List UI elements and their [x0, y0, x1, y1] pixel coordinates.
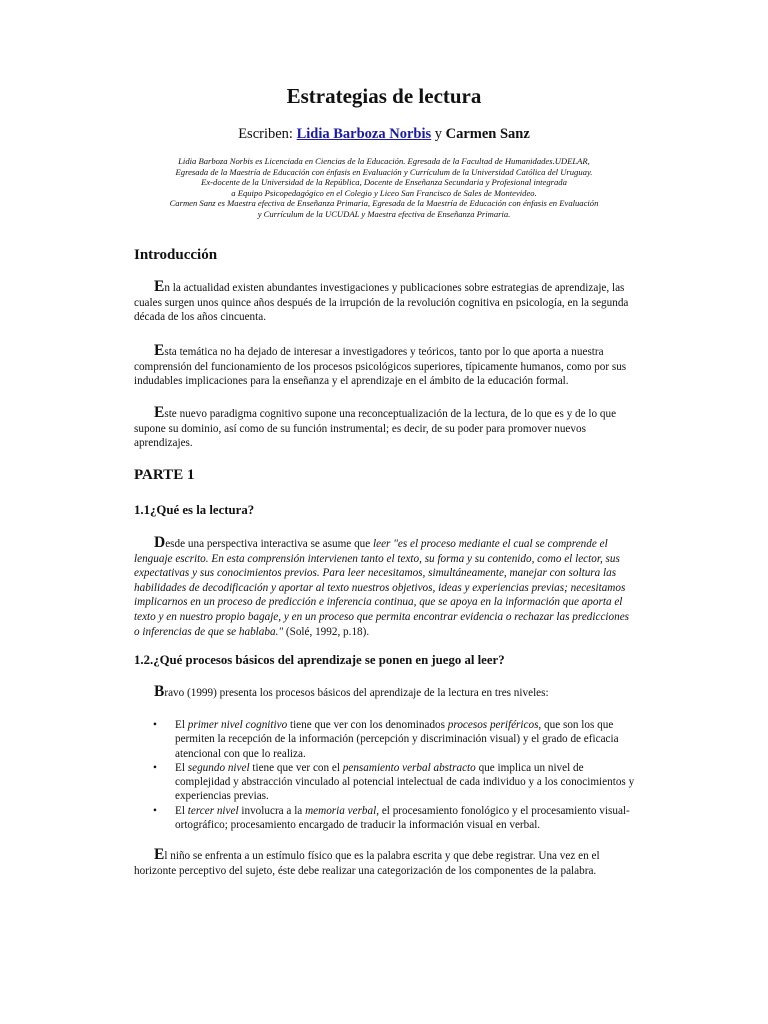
list-item — [150, 804, 638, 833]
section-1-1-paragraph — [134, 534, 634, 639]
author-link-lidia-barboza[interactable]: Lidia Barboza Norbis — [296, 126, 432, 142]
paragraph-text: n la actualidad existen abundantes investigaciones y publicaciones sobre estrategias de aprendizaje, las cuales surgen unos quince años después de la irrupción de la revolución cognitiva en psicología, en la segunda década de los años cincuenta. — [134, 282, 629, 324]
drop-cap: E — [154, 846, 165, 863]
bio-line: Lidia Barboza Norbis es Licenciada en Ciencias de la Educación. Egresada de la Facultad de Humanidades.UDELAR, — [178, 156, 590, 166]
citation: (Solé, 1992, p.18). — [283, 625, 370, 638]
closing-paragraph — [134, 846, 634, 878]
intro-paragraph-1 — [134, 278, 634, 325]
bio-line: Egresada de la Maestría de Educación con énfasis en Evaluación y Currículum de la Universidad Católica del Uruguay. — [175, 166, 593, 177]
paragraph-text: sta temática no ha dejado de interesar a investigadores y teóricos, tanto por lo que aporta a nuestra comprensión del funcionamiento de los procesos psicológicos superiores, típicamente humanos, como por sus indudables implicaciones para la enseñanza y el aprendizaje en el ámbito de la educación formal. — [134, 346, 627, 388]
text: , el procesamiento fonológico y el procesamiento visual-ortográfico; procesamiento encargado de traducir la información visual en verbal. — [175, 804, 630, 832]
italic-term: segundo nivel — [187, 761, 250, 774]
text: tiene que ver con el — [249, 761, 343, 774]
part-heading: PARTE 1 — [134, 467, 195, 483]
section-1-2-heading: 1.2.¿Qué procesos básicos del aprendizaje se ponen en juego al leer? — [134, 653, 505, 667]
bio-line: Carmen Sanz es Maestra efectiva de Enseñanza Primaria, Egresada de la Maestría de Educación con énfasis en Evaluación — [169, 198, 599, 208]
paragraph-text: l niño se enfrenta a un estímulo físico que es la palabra escrita y que debe registrar. Una vez en el horizonte perceptivo del sujeto, éste debe realizar una categorización de los componentes de la palabra. — [134, 850, 600, 877]
intro-heading: Introducción — [134, 247, 218, 263]
text: El — [175, 804, 188, 817]
section-1-1-heading: 1.1¿Qué es la lectura? — [134, 503, 255, 517]
bullet-icon: • — [153, 804, 157, 817]
author-name-carmen-sanz: Carmen Sanz — [445, 126, 530, 142]
bio-line: y Currículum de la UCUDAL y Maestra efectiva de Enseñanza Primaria. — [257, 208, 511, 219]
paragraph-text: ravo (1999) presenta los procesos básicos del aprendizaje de la lectura en tres niveles: — [164, 687, 549, 699]
text: tiene que ver con los denominados — [287, 719, 448, 731]
byline-connector: y — [434, 126, 442, 142]
intro-paragraph-2 — [134, 342, 634, 389]
italic-term: primer nivel cognitivo — [187, 719, 288, 731]
bullet-icon: • — [153, 761, 157, 774]
list-item — [150, 761, 638, 804]
italic-term: procesos periféricos — [447, 719, 539, 731]
bio-line: Ex-docente de la Universidad de la República, Docente de Enseñanza Secundaria y Profesional integrada — [201, 177, 567, 187]
byline — [0, 126, 768, 143]
levels-list — [150, 718, 638, 832]
italic-term: tercer nivel — [187, 804, 239, 817]
list-item — [150, 718, 638, 761]
paragraph-lead: esde una perspectiva interactiva se asume que — [165, 538, 374, 550]
italic-term: memoria verbal — [305, 804, 377, 817]
drop-cap: B — [154, 683, 165, 700]
drop-cap: D — [154, 534, 166, 551]
bio-line: a Equipo Psicopedagógico en el Colegio y Liceo San Francisco de Sales de Montevideo. — [231, 187, 537, 198]
drop-cap: E — [154, 342, 165, 359]
italic-term: pensamiento verbal abstracto — [342, 761, 476, 774]
text: involucra a la — [238, 804, 306, 817]
quoted-definition: leer "es el proceso mediante el cual se comprende el lenguaje escrito. En esta comprensión intervienen tanto el texto, su forma y su contenido, como el lector, sus expectativas y sus conocimientos previos. Para leer necesitamos, simultáneamente, manejar con soltura las habilidades de decodificación y aportar al texto nuestros objetivos, ideas y experiencias previas; necesitamos implicarnos en un proceso de predicción e inferencia continua, que se apoya en la información que aporta el texto y en nuestro propio bagaje, y en un proceso que permita encontrar evidencia o rechazar las predicciones o inferencias de que se hablaba." — [134, 538, 630, 638]
drop-cap: E — [154, 404, 165, 421]
bullet-icon: • — [153, 719, 157, 731]
text: El — [175, 761, 188, 774]
drop-cap: E — [154, 278, 165, 295]
intro-paragraph-3 — [134, 404, 634, 451]
text: que implica un nivel de complejidad y abstracción vinculado al potencial intelectual de cada individuo y a los conocimientos y experiencias previas. — [175, 761, 635, 803]
text: El — [175, 719, 188, 731]
authors-bio — [120, 156, 648, 219]
section-1-2-paragraph — [134, 683, 634, 701]
text: , que son los que permiten la recepción de la información (percepción y discriminación visual) y el grado de eficacia atencional con que lo realiza. — [175, 719, 619, 760]
document-title: Estrategias de lectura — [286, 84, 482, 108]
byline-prefix: Escriben: — [238, 126, 293, 142]
paragraph-text: ste nuevo paradigma cognitivo supone una reconceptualización de la lectura, de lo que es y de lo que supone su dominio, así como de su función instrumental; es decir, de su poder para promover nuevos aprendizajes. — [134, 408, 617, 450]
